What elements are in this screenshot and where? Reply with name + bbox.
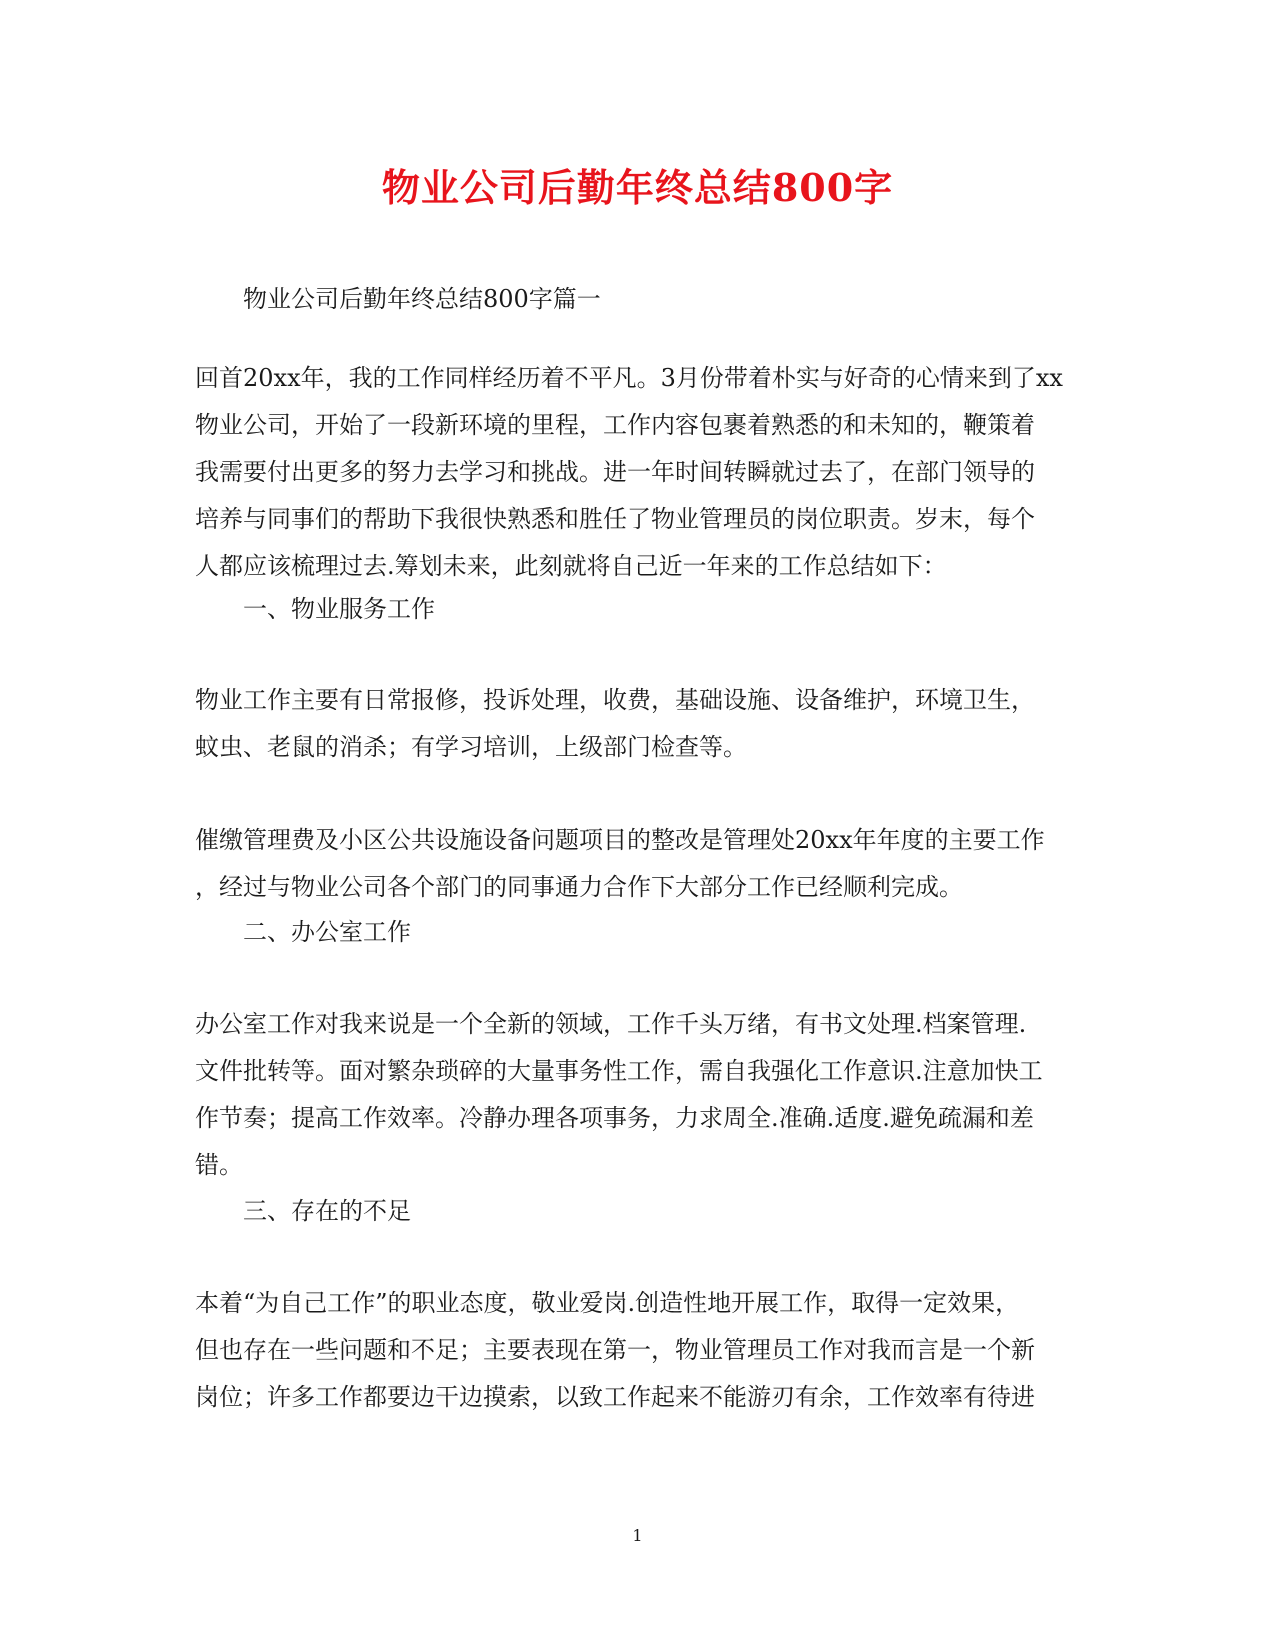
text-line: 物业公司，开始了一段新环境的里程，工作内容包裹着熟悉的和未知的，鞭策着 [195, 411, 1035, 439]
text-line: 岗位；许多工作都要边干边摸索，以致工作起来不能游刃有余，工作效率有待进 [195, 1383, 1035, 1411]
section-heading-1: 一、物业服务工作 [243, 595, 435, 623]
text-line: 催缴管理费及小区公共设施设备问题项目的整改是管理处20xx年年度的主要工作 [195, 826, 1045, 854]
text-line: 回首20xx年，我的工作同样经历着不平凡。3月份带着朴实与好奇的心情来到了xx [195, 364, 1063, 392]
text-line: 文件批转等。面对繁杂琐碎的大量事务性工作，需自我强化工作意识.注意加快工 [195, 1057, 1043, 1085]
section-heading-2: 二、办公室工作 [243, 918, 411, 946]
text-line: 培养与同事们的帮助下我很快熟悉和胜任了物业管理员的岗位职责。岁末，每个 [195, 505, 1035, 533]
text-line: 办公室工作对我来说是一个全新的领域，工作千头万绪，有书文处理.档案管理. [195, 1010, 1027, 1038]
text-line: 人都应该梳理过去.筹划未来，此刻就将自己近一年来的工作总结如下： [195, 552, 947, 580]
paragraph-shortcomings [195, 1280, 1085, 1421]
text-line: 蚊虫、老鼠的消杀；有学习培训，上级部门检查等。 [195, 733, 747, 761]
paragraph-intro [195, 355, 1085, 590]
page-number: 1 [632, 1526, 643, 1545]
text-line: 但也存在一些问题和不足；主要表现在第一，物业管理员工作对我而言是一个新 [195, 1336, 1035, 1364]
text-line: 错。 [195, 1151, 243, 1179]
text-line: ，经过与物业公司各个部门的同事通力合作下大部分工作已经顺利完成。 [195, 873, 963, 901]
text-line: 物业工作主要有日常报修，投诉处理，收费，基础设施、设备维护，环境卫生， [195, 686, 1035, 714]
paragraph-office-work [195, 1001, 1085, 1189]
section-heading-3: 三、存在的不足 [243, 1197, 411, 1225]
text-line: 我需要付出更多的努力去学习和挑战。进一年时间转瞬就过去了，在部门领导的 [195, 458, 1035, 486]
document-subtitle: 物业公司后勤年终总结800字篇一 [243, 285, 601, 313]
document-title: 物业公司后勤年终总结800字 [381, 165, 894, 210]
paragraph-fee-collection [195, 817, 1085, 911]
text-line: 作节奏；提高工作效率。冷静办理各项事务，力求周全.准确.适度.避免疏漏和差 [195, 1104, 1034, 1132]
paragraph-property-service [195, 677, 1085, 771]
text-line: 本着“为自己工作”的职业态度，敬业爱岗.创造性地开展工作，取得一定效果， [195, 1289, 1020, 1317]
